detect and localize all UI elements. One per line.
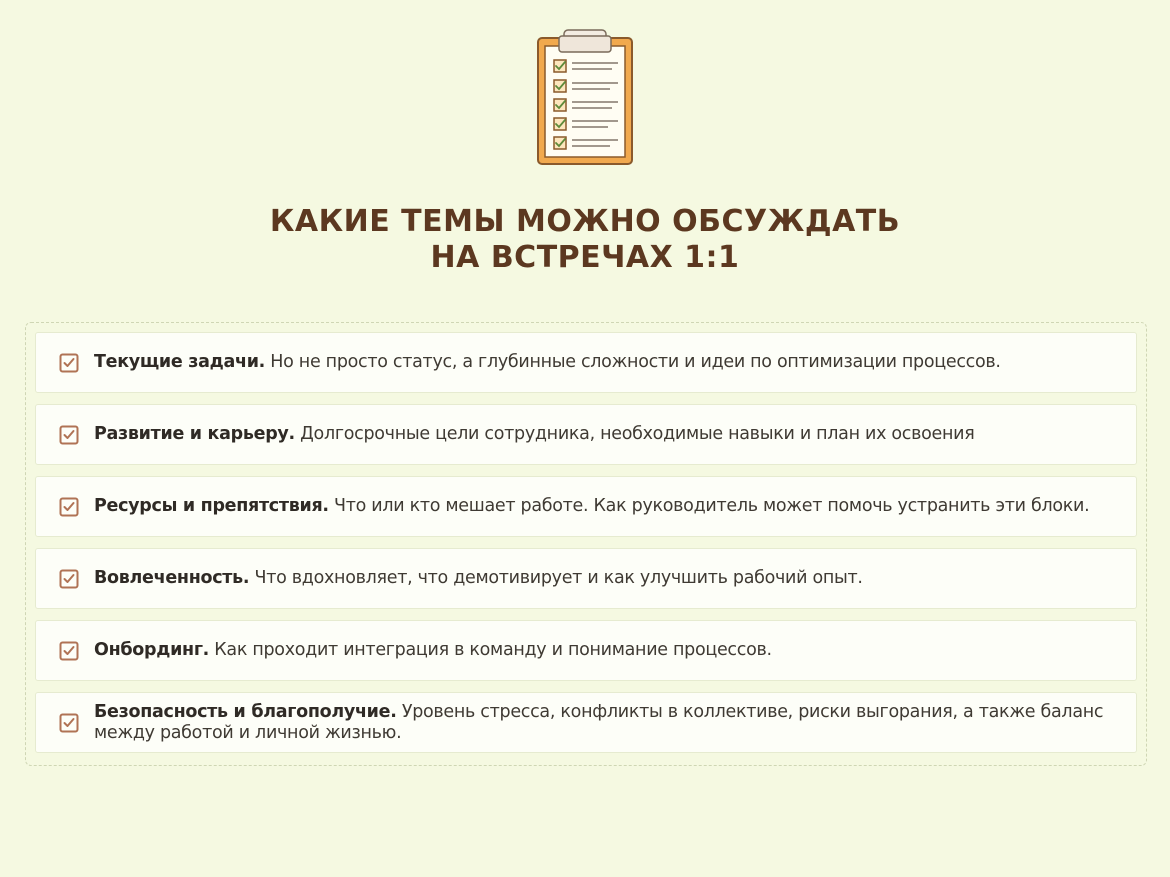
list-item: [35, 332, 1137, 393]
item-description: Уровень стресса, конфликты в коллективе, риски выгорания, а также баланс между работой и личной жизнью.: [94, 701, 1104, 743]
topics-list: [25, 322, 1147, 766]
item-title: Ресурсы и препятствия.: [94, 496, 329, 516]
item-description: Что или кто мешает работе. Как руководитель может помочь устранить эти блоки.: [328, 496, 1090, 516]
checkbox-checked-icon: [59, 353, 79, 373]
checkbox-checked-icon: [59, 569, 79, 589]
item-description: Как проходит интеграция в команду и понимание процессов.: [209, 640, 772, 660]
title-line-2: НА ВСТРЕЧАХ 1:1: [430, 240, 740, 275]
list-item: [35, 620, 1137, 681]
item-description: Долгосрочные цели сотрудника, необходимые навыки и план их освоения: [294, 424, 975, 444]
item-text: [94, 640, 772, 661]
checkbox-checked-icon: [59, 497, 79, 517]
item-title: Текущие задачи.: [94, 352, 266, 372]
item-text: [94, 424, 974, 445]
title-line-1: КАКИЕ ТЕМЫ МОЖНО ОБСУЖДАТЬ: [269, 204, 901, 239]
item-title: Вовлеченность.: [94, 568, 250, 588]
checkbox-checked-icon: [59, 425, 79, 445]
item-text: [94, 352, 1001, 373]
item-text: [94, 568, 863, 589]
item-title: Онбординг.: [94, 640, 210, 660]
item-title: Безопасность и благополучие.: [94, 701, 397, 722]
clipboard-checklist-icon: [532, 26, 638, 168]
list-item: [35, 476, 1137, 537]
list-item: [35, 692, 1137, 753]
page-title: [0, 204, 1170, 276]
list-item: [35, 548, 1137, 609]
checkbox-checked-icon: [59, 641, 79, 661]
list-item: [35, 404, 1137, 465]
item-text: [94, 702, 1122, 744]
checkbox-checked-icon: [59, 713, 79, 733]
item-description: Что вдохновляет, что демотивирует и как улучшить рабочий опыт.: [249, 568, 863, 588]
item-description: Но не просто статус, а глубинные сложности и идеи по оптимизации процессов.: [265, 352, 1001, 372]
item-text: [94, 496, 1089, 517]
item-title: Развитие и карьеру.: [94, 424, 295, 444]
